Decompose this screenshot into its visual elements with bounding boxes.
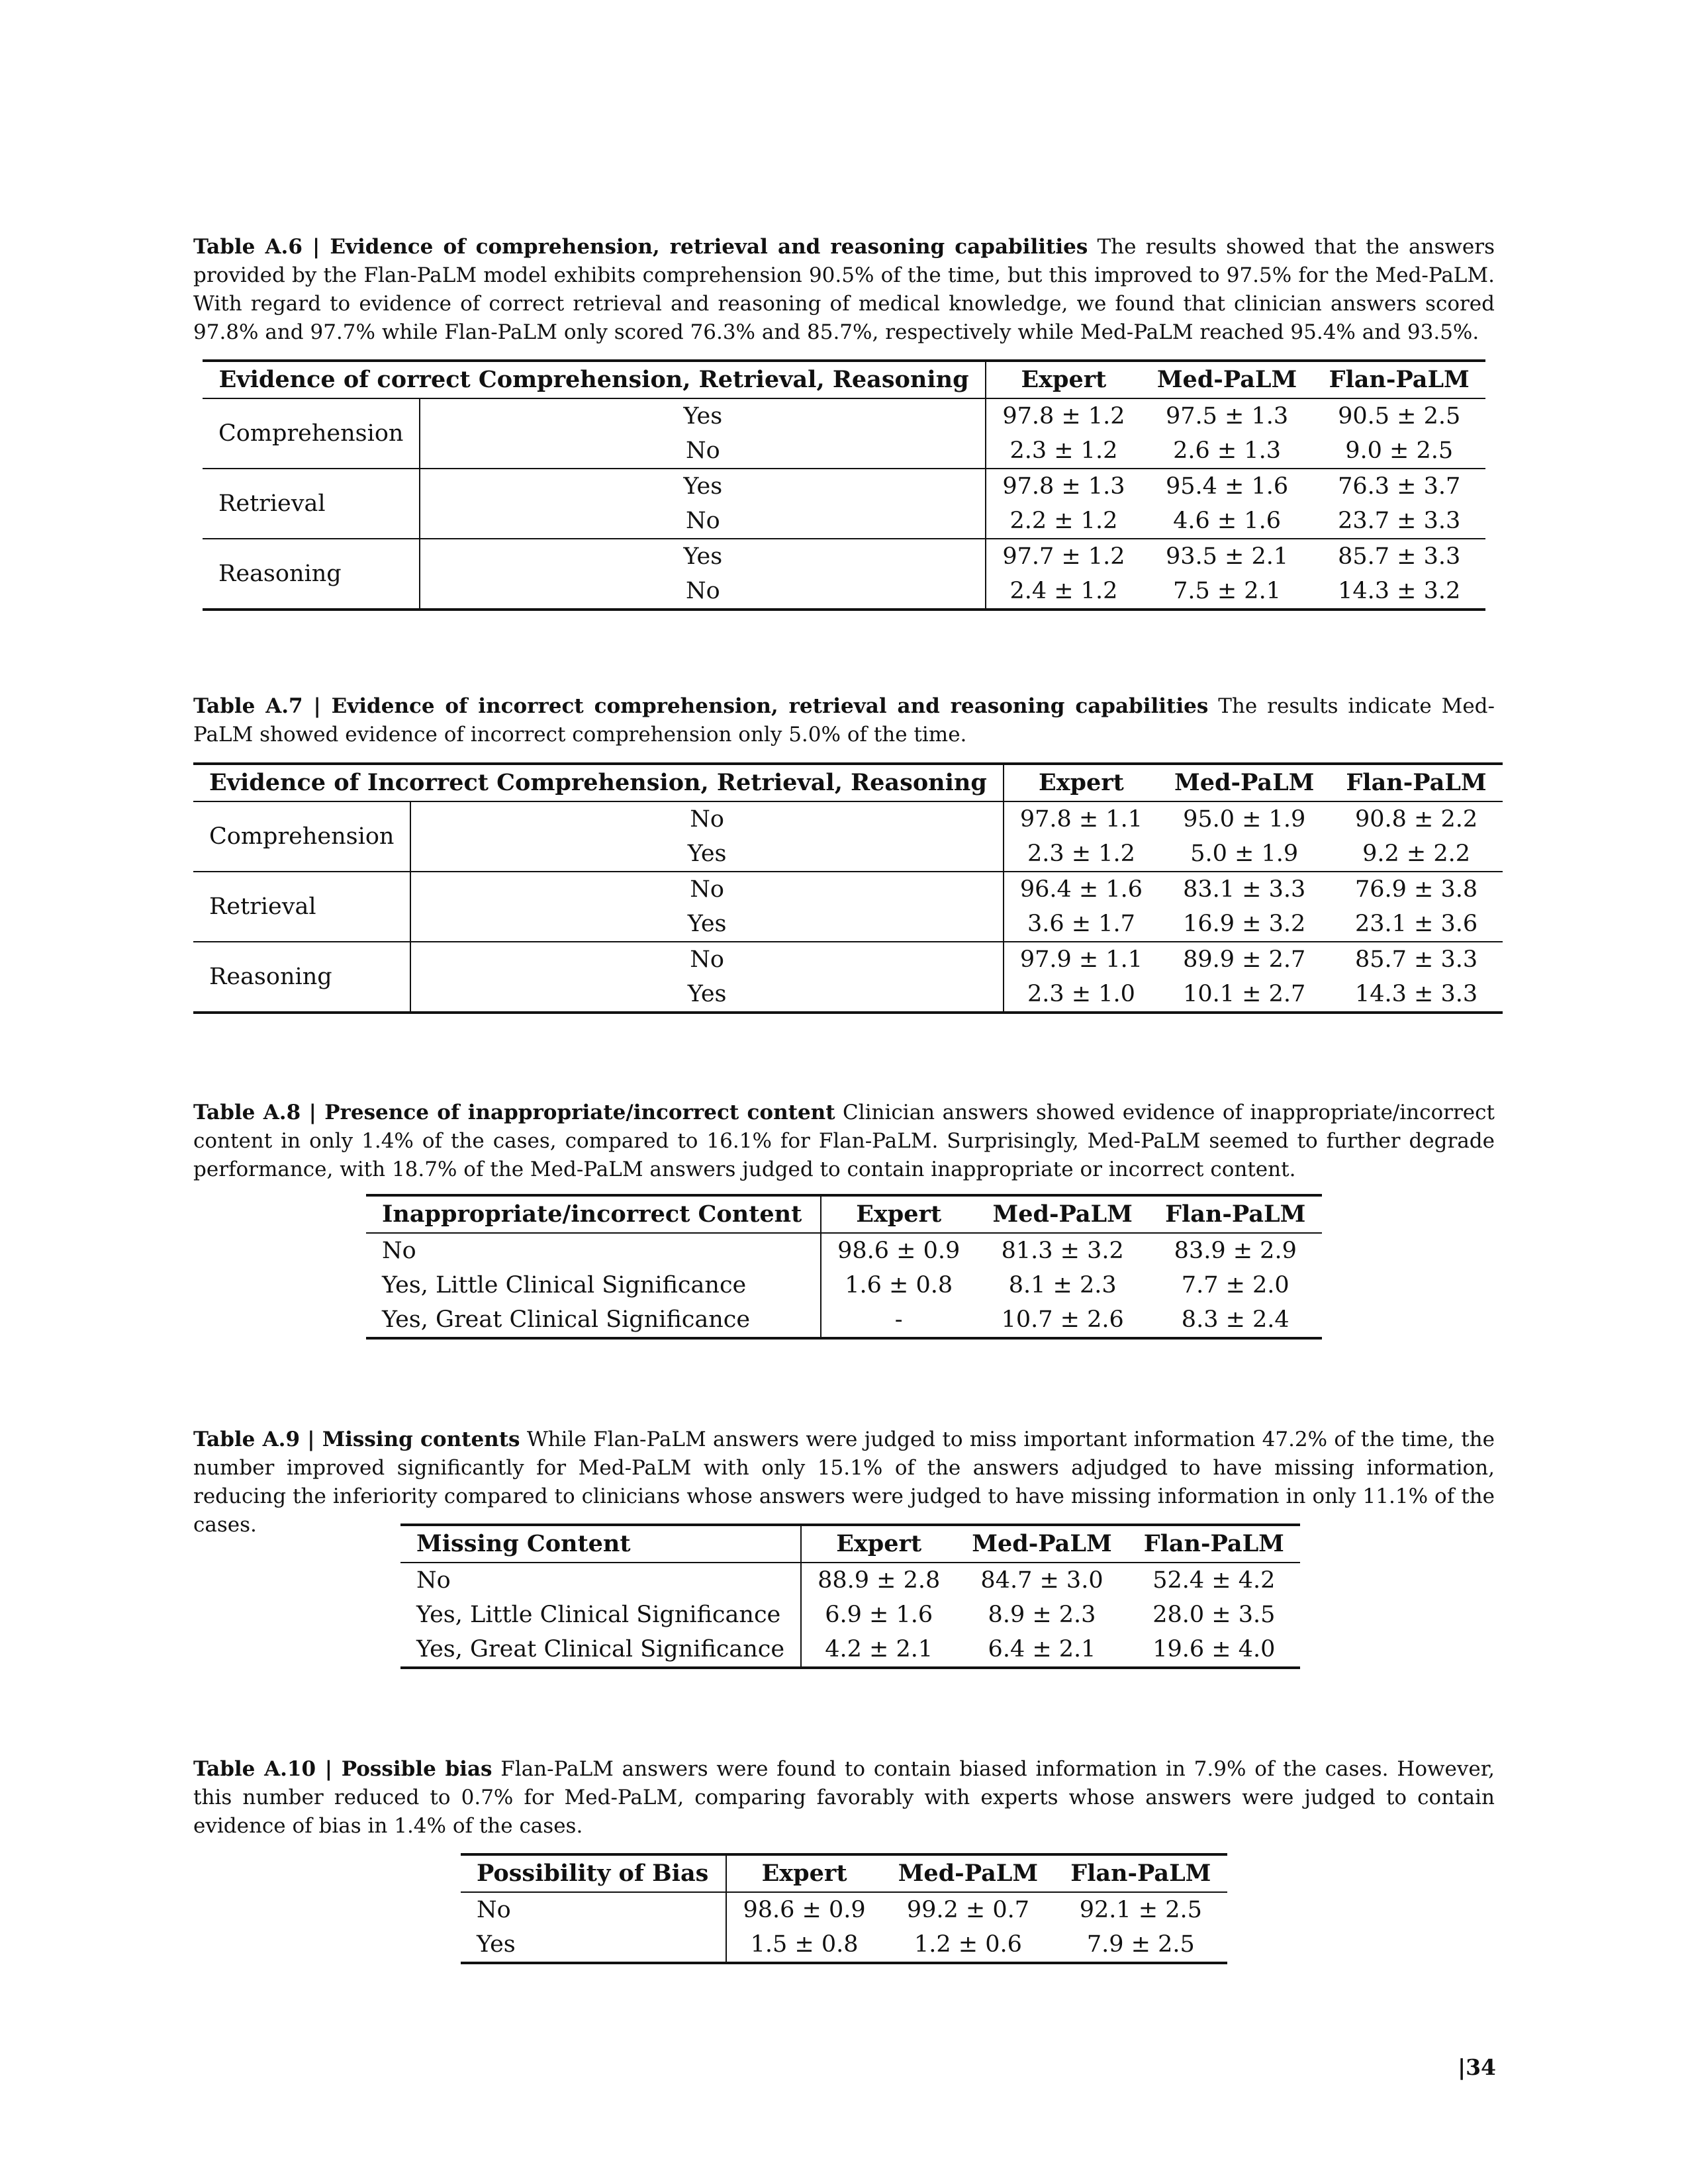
answer-cell: No [420,504,986,539]
header-cell: Med-PaLM [992,1201,1133,1228]
flanpalm-cell: 14.3 ± 3.2 [1338,578,1461,604]
table-label: Table A.10 [193,1757,316,1781]
header-cell: Inappropriate/incorrect Content [366,1195,821,1233]
table-title: Missing contents [322,1428,520,1451]
table-title: Possible bias [341,1757,492,1781]
table-row [366,1233,1322,1268]
expert-cell: 6.9 ± 1.6 [825,1602,933,1628]
table-a10-caption: Table A.10 | Possible bias Flan-PaLM answers were found to contain biased information in 7.9% of the cases. However, this number reduced to 0.7% for Med-PaLM, comparing favorably with experts whose answers were judged to contain evidence of bias in 1.4% of the cases. [193,1757,1495,1838]
table-row [400,1632,1300,1668]
table-row [366,1268,1322,1302]
header-cell: Flan-PaLM [1346,769,1487,796]
answer-cell: Yes [420,539,986,574]
medpalm-cell: 95.4 ± 1.6 [1141,469,1313,504]
flanpalm-cell: 19.6 ± 4.0 [1152,1636,1276,1662]
flanpalm-cell: 23.7 ± 3.3 [1338,508,1461,534]
expert-cell: 97.9 ± 1.1 [1004,942,1158,977]
row-label: Yes, Little Clinical Significance [400,1598,801,1632]
table-row [193,801,1503,837]
group-label: Retrieval [193,872,410,942]
table-a10 [461,1853,1227,1964]
table-row [366,1302,1322,1338]
group-label: Reasoning [203,539,420,610]
expert-cell: 2.2 ± 1.2 [1009,508,1118,534]
header-cell: Flan-PaLM [1070,1860,1211,1887]
table-row [400,1563,1300,1598]
medpalm-cell: 8.1 ± 2.3 [1008,1272,1117,1298]
medpalm-cell: 2.6 ± 1.3 [1173,437,1281,464]
row-label: Yes, Little Clinical Significance [366,1268,821,1302]
table-a6-caption: Table A.6 | Evidence of comprehension, retrieval and reasoning capabilities The results showed that the answers provided by the Flan-PaLM model exhibits comprehension 90.5% of the time, but this improved to 97.5% for the Med-PaLM. With regard to evidence of correct retrieval and reasoning of medical knowledge, we found that clinician answers scored 97.8% and 97.7% while Flan-PaLM only scored 76.3% and 85.7%, respectively while Med-PaLM reached 95.4% and 93.5%. [193,235,1495,344]
table-a6 [203,359,1485,611]
expert-cell: 1.6 ± 0.8 [845,1272,953,1298]
table-row [203,469,1485,504]
caption-text: The results indicate Med-PaLM showed evidence of incorrect comprehension only 5.0% of the time. [193,694,1495,747]
answer-cell: Yes [420,398,986,433]
medpalm-cell: 10.1 ± 2.7 [1183,981,1306,1007]
caption-text: Clinician answers showed evidence of inappropriate/incorrect content in only 1.4% of the cases, compared to 16.1% for Flan-PaLM. Surprisingly, Med-PaLM seemed to further degrade performance, with 18.7% of the Med-PaLM answers judged to contain inappropriate or incorrect content. [193,1101,1495,1181]
medpalm-cell: 93.5 ± 2.1 [1141,539,1313,574]
medpalm-cell: 6.4 ± 2.1 [988,1636,1096,1662]
caption-text: While Flan-PaLM answers were judged to miss important information 47.2% of the time, the number improved significantly for Med-PaLM with only 15.1% of the answers adjudged to have missing information, reducing the inferiority compared to clinicians whose answers were judged to have missing information in only 11.1% of the cases. [193,1428,1495,1537]
page-number: |34 [1458,2054,1496,2080]
table-row [193,872,1503,907]
expert-cell: 97.8 ± 1.3 [986,469,1141,504]
medpalm-cell: 81.3 ± 3.2 [1001,1238,1124,1264]
row-label: Yes, Great Clinical Significance [366,1302,821,1338]
group-label: Reasoning [193,942,410,1013]
flanpalm-cell: 76.3 ± 3.7 [1313,469,1485,504]
table-label: Table A.6 [193,235,303,259]
flanpalm-cell: 85.7 ± 3.3 [1330,942,1502,977]
flanpalm-cell: 23.1 ± 3.6 [1354,911,1478,937]
expert-cell: - [894,1306,903,1333]
table-row [203,539,1485,574]
row-label: No [461,1892,726,1927]
expert-cell: 1.5 ± 0.8 [750,1931,859,1958]
row-label: Yes, Great Clinical Significance [400,1632,801,1668]
expert-cell: 98.6 ± 0.9 [837,1238,961,1264]
expert-cell: 2.4 ± 1.2 [1009,578,1118,604]
expert-cell: 2.3 ± 1.2 [1027,841,1135,867]
table-row [400,1598,1300,1632]
header-cell: Possibility of Bias [461,1854,726,1892]
table-row [461,1892,1227,1927]
expert-cell: 97.8 ± 1.1 [1019,806,1143,833]
answer-cell: No [410,872,1003,907]
table-a8 [366,1194,1322,1340]
header-cell: Flan-PaLM [1143,1530,1284,1557]
table-a7-caption: Table A.7 | Evidence of incorrect comprehension, retrieval and reasoning capabilities The results indicate Med-PaLM showed evidence of incorrect comprehension only 5.0% of the time. [193,694,1495,747]
row-label: Yes [461,1927,726,1963]
table-row [203,398,1485,433]
header-cell: Expert [1038,769,1124,796]
table-a9-caption: Table A.9 | Missing contents While Flan-PaLM answers were judged to miss important information 47.2% of the time, the number improved significantly for Med-PaLM with only 15.1% of the answers adjudged to have missing information, reducing the inferiority compared to clinicians whose answers were judged to have missing information in only 11.1% of the cases. [193,1428,1495,1537]
header-cell: Expert [761,1860,847,1887]
answer-cell: Yes [410,977,1003,1013]
medpalm-cell: 89.9 ± 2.7 [1158,942,1330,977]
flanpalm-cell: 90.8 ± 2.2 [1354,806,1478,833]
flanpalm-cell: 90.5 ± 2.5 [1338,403,1461,430]
table-row [461,1927,1227,1963]
table-header-row [193,764,1503,801]
header-cell: Med-PaLM [1174,769,1315,796]
table-label: Table A.9 [193,1428,301,1451]
header-cell: Med-PaLM [1156,366,1297,393]
group-label: Comprehension [203,398,420,469]
table-label: Table A.7 [193,694,303,718]
header-cell: Expert [836,1530,922,1557]
header-cell: Med-PaLM [972,1530,1112,1557]
medpalm-cell: 83.1 ± 3.3 [1158,872,1330,907]
answer-cell: Yes [410,907,1003,942]
expert-cell: 3.6 ± 1.7 [1027,911,1135,937]
flanpalm-cell: 83.9 ± 2.9 [1174,1238,1297,1264]
answer-cell: No [410,801,1003,837]
medpalm-cell: 8.9 ± 2.3 [988,1602,1096,1628]
flanpalm-cell: 28.0 ± 3.5 [1152,1602,1276,1628]
table-title: Evidence of incorrect comprehension, retrieval and reasoning capabilities [331,694,1209,718]
header-cell: Expert [1021,366,1107,393]
caption-text: The results showed that the answers provided by the Flan-PaLM model exhibits comprehension 90.5% of the time, but this improved to 97.5% for the Med-PaLM. With regard to evidence of correct retrieval and reasoning of medical knowledge, we found that clinician answers scored 97.8% and 97.7% while Flan-PaLM only scored 76.3% and 85.7%, respectively while Med-PaLM reached 95.4% and 93.5%. [193,235,1495,344]
answer-cell: No [420,574,986,610]
table-a9 [400,1524,1300,1669]
expert-cell: 2.3 ± 1.2 [1009,437,1118,464]
flanpalm-cell: 8.3 ± 2.4 [1181,1306,1289,1333]
medpalm-cell: 5.0 ± 1.9 [1190,841,1299,867]
row-label: No [400,1563,801,1598]
expert-cell: 97.7 ± 1.2 [986,539,1141,574]
flanpalm-cell: 9.0 ± 2.5 [1345,437,1454,464]
header-cell: Expert [856,1201,942,1228]
table-a8-caption: Table A.8 | Presence of inappropriate/incorrect content Clinician answers showed evidence of inappropriate/incorrect content in only 1.4% of the cases, compared to 16.1% for Flan-PaLM. Surprisingly, Med-PaLM seemed to further degrade performance, with 18.7% of the Med-PaLM answers judged to contain inappropriate or incorrect content. [193,1101,1495,1181]
header-cell: Med-PaLM [898,1860,1039,1887]
medpalm-cell: 4.6 ± 1.6 [1173,508,1281,534]
expert-cell: 4.2 ± 2.1 [825,1636,933,1662]
flanpalm-cell: 85.7 ± 3.3 [1313,539,1485,574]
medpalm-cell: 84.7 ± 3.0 [980,1567,1103,1594]
header-cell: Flan-PaLM [1165,1201,1306,1228]
answer-cell: No [420,433,986,469]
medpalm-cell: 1.2 ± 0.6 [914,1931,1022,1958]
table-header-row [461,1854,1227,1892]
table-label: Table A.8 [193,1101,301,1124]
answer-cell: Yes [420,469,986,504]
header-cell: Evidence of Incorrect Comprehension, Retrieval, Reasoning [193,764,1004,801]
medpalm-cell: 16.9 ± 3.2 [1183,911,1306,937]
flanpalm-cell: 14.3 ± 3.3 [1354,981,1478,1007]
expert-cell: 88.9 ± 2.8 [818,1567,941,1594]
medpalm-cell: 10.7 ± 2.6 [1001,1306,1124,1333]
header-cell: Missing Content [400,1525,801,1563]
flanpalm-cell: 92.1 ± 2.5 [1079,1897,1202,1923]
table-header-row [366,1195,1322,1233]
flanpalm-cell: 7.7 ± 2.0 [1181,1272,1289,1298]
expert-cell: 96.4 ± 1.6 [1004,872,1158,907]
table-header-row [203,361,1485,398]
group-label: Retrieval [203,469,420,539]
flanpalm-cell: 7.9 ± 2.5 [1086,1931,1195,1958]
header-cell: Evidence of correct Comprehension, Retrieval, Reasoning [203,361,986,398]
medpalm-cell: 95.0 ± 1.9 [1183,806,1306,833]
answer-cell: Yes [410,837,1003,872]
table-header-row [400,1525,1300,1563]
table-title: Presence of inappropriate/incorrect content [324,1101,835,1124]
group-label: Comprehension [193,801,410,872]
expert-cell: 2.3 ± 1.0 [1027,981,1135,1007]
row-label: No [366,1233,821,1268]
table-a7 [193,762,1503,1014]
table-title: Evidence of comprehension, retrieval and reasoning capabilities [330,235,1088,259]
flanpalm-cell: 52.4 ± 4.2 [1152,1567,1276,1594]
answer-cell: No [410,942,1003,977]
header-cell: Flan-PaLM [1329,366,1470,393]
caption-text: Flan-PaLM answers were found to contain biased information in 7.9% of the cases. However, this number reduced to 0.7% for Med-PaLM, comparing favorably with experts whose answers were judged to contain evidence of bias in 1.4% of the cases. [193,1757,1495,1838]
flanpalm-cell: 9.2 ± 2.2 [1362,841,1470,867]
flanpalm-cell: 76.9 ± 3.8 [1330,872,1502,907]
expert-cell: 98.6 ± 0.9 [743,1897,866,1923]
expert-cell: 97.8 ± 1.2 [1002,403,1125,430]
medpalm-cell: 97.5 ± 1.3 [1165,403,1289,430]
table-row [193,942,1503,977]
medpalm-cell: 99.2 ± 0.7 [906,1897,1029,1923]
medpalm-cell: 7.5 ± 2.1 [1173,578,1281,604]
